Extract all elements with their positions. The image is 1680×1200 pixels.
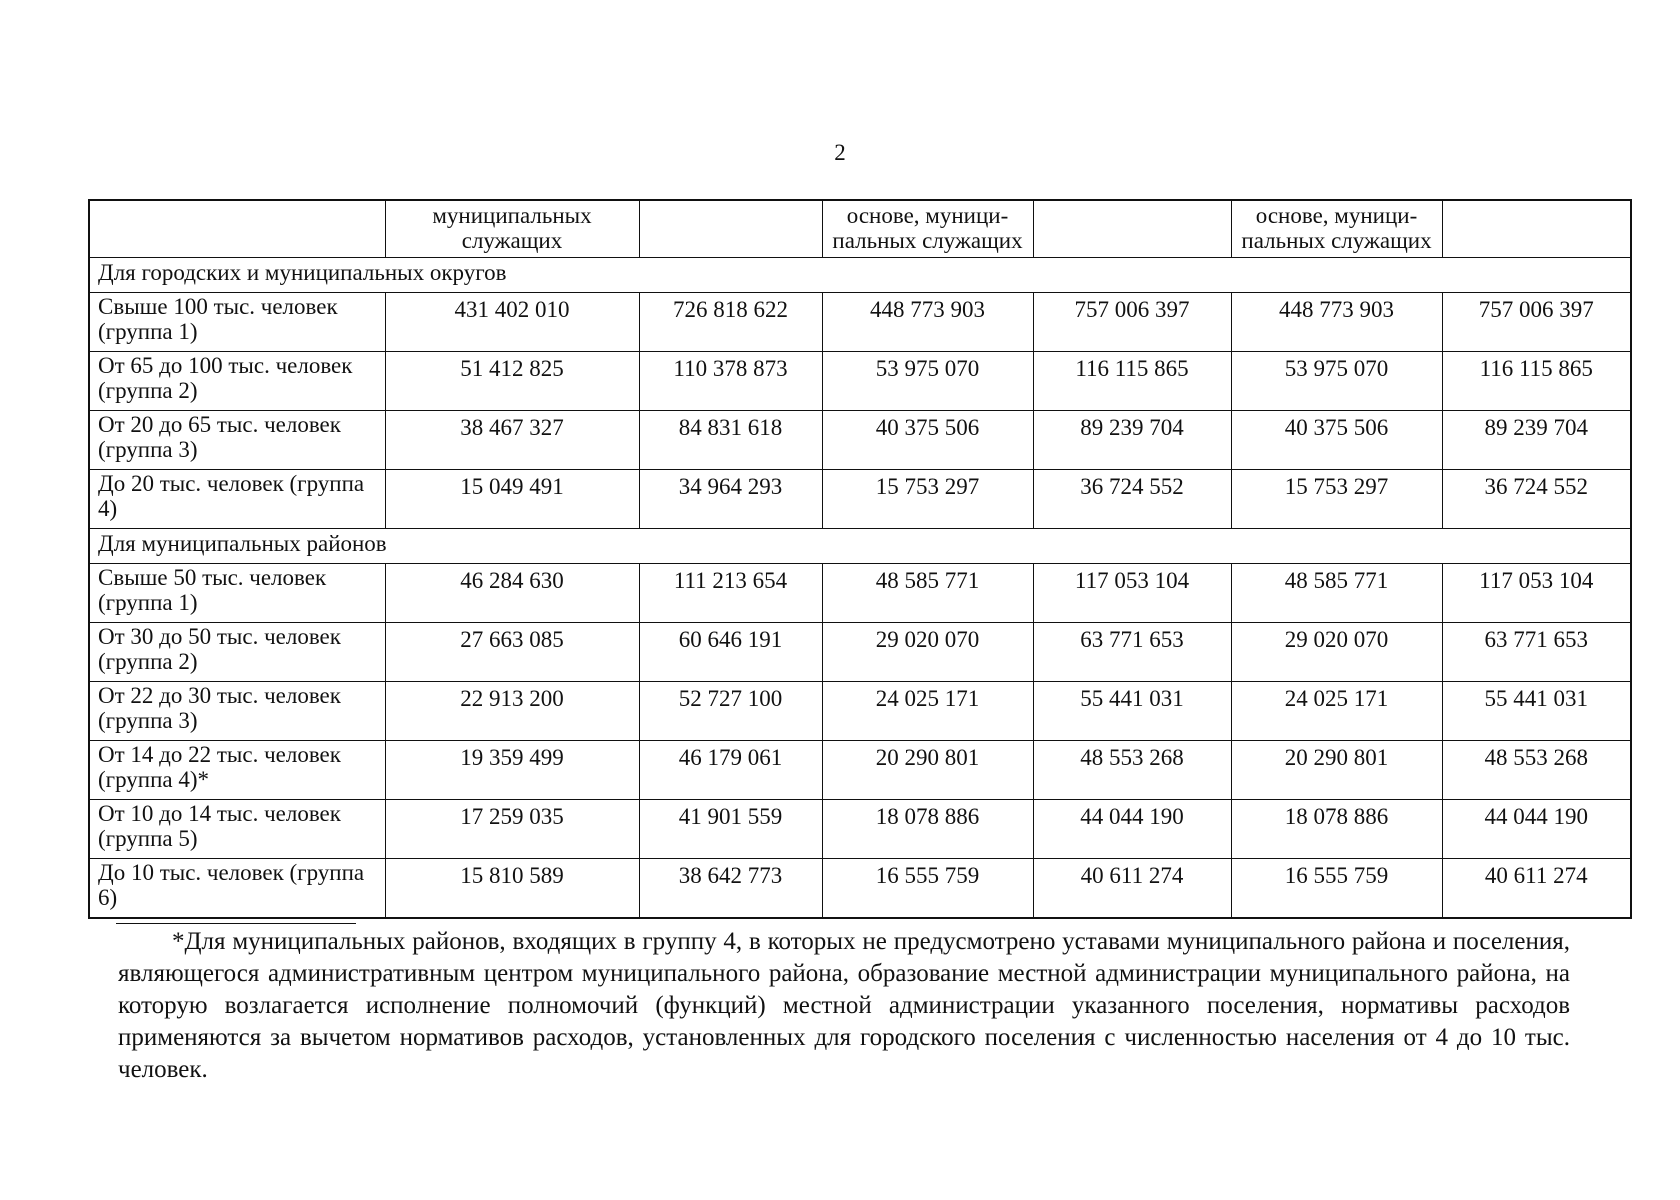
value-cell: 51 412 825 — [385, 352, 639, 411]
value-cell: 110 378 873 — [639, 352, 822, 411]
value-cell: 41 901 559 — [639, 800, 822, 859]
value-cell: 29 020 070 — [1231, 623, 1442, 682]
row-label: От 14 до 22 тыс. человек (группа 4)* — [89, 741, 385, 800]
row-label: От 20 до 65 тыс. человек (группа 3) — [89, 411, 385, 470]
value-cell: 17 259 035 — [385, 800, 639, 859]
value-cell: 726 818 622 — [639, 293, 822, 352]
value-cell: 117 053 104 — [1033, 564, 1231, 623]
header-cell: основе, муници-пальных служащих — [1231, 200, 1442, 258]
footnote-divider — [116, 923, 356, 924]
row-label: От 10 до 14 тыс. человек (группа 5) — [89, 800, 385, 859]
table-row — [89, 800, 1631, 859]
section-title: Для городских и муниципальных округов — [89, 258, 1631, 293]
value-cell: 757 006 397 — [1442, 293, 1631, 352]
table-body — [89, 200, 1631, 918]
value-cell: 48 553 268 — [1442, 741, 1631, 800]
value-cell: 431 402 010 — [385, 293, 639, 352]
value-cell: 60 646 191 — [639, 623, 822, 682]
value-cell: 16 555 759 — [1231, 859, 1442, 919]
value-cell: 22 913 200 — [385, 682, 639, 741]
header-cell — [1442, 200, 1631, 258]
value-cell: 46 179 061 — [639, 741, 822, 800]
value-cell: 29 020 070 — [822, 623, 1033, 682]
header-cell — [639, 200, 822, 258]
value-cell: 448 773 903 — [1231, 293, 1442, 352]
row-label: От 30 до 50 тыс. человек (группа 2) — [89, 623, 385, 682]
value-cell: 48 553 268 — [1033, 741, 1231, 800]
table-row — [89, 411, 1631, 470]
section-row — [89, 258, 1631, 293]
value-cell: 15 753 297 — [1231, 470, 1442, 529]
row-label: До 20 тыс. человек (группа 4) — [89, 470, 385, 529]
value-cell: 36 724 552 — [1033, 470, 1231, 529]
value-cell: 48 585 771 — [1231, 564, 1442, 623]
value-cell: 116 115 865 — [1033, 352, 1231, 411]
value-cell: 18 078 886 — [822, 800, 1033, 859]
value-cell: 116 115 865 — [1442, 352, 1631, 411]
row-label: От 65 до 100 тыс. человек (группа 2) — [89, 352, 385, 411]
value-cell: 38 642 773 — [639, 859, 822, 919]
table-row — [89, 564, 1631, 623]
value-cell: 44 044 190 — [1442, 800, 1631, 859]
value-cell: 16 555 759 — [822, 859, 1033, 919]
header-cell — [1033, 200, 1231, 258]
value-cell: 24 025 171 — [1231, 682, 1442, 741]
value-cell: 55 441 031 — [1033, 682, 1231, 741]
section-title: Для муниципальных районов — [89, 529, 1631, 564]
table-header-row — [89, 200, 1631, 258]
value-cell: 55 441 031 — [1442, 682, 1631, 741]
table-row — [89, 859, 1631, 919]
table-row — [89, 293, 1631, 352]
value-cell: 89 239 704 — [1033, 411, 1231, 470]
page-number: 2 — [834, 140, 846, 165]
value-cell: 20 290 801 — [1231, 741, 1442, 800]
value-cell: 19 359 499 — [385, 741, 639, 800]
value-cell: 117 053 104 — [1442, 564, 1631, 623]
value-cell: 36 724 552 — [1442, 470, 1631, 529]
value-cell: 40 375 506 — [1231, 411, 1442, 470]
value-cell: 15 049 491 — [385, 470, 639, 529]
value-cell: 48 585 771 — [822, 564, 1033, 623]
table-row — [89, 470, 1631, 529]
value-cell: 63 771 653 — [1442, 623, 1631, 682]
value-cell: 52 727 100 — [639, 682, 822, 741]
value-cell: 448 773 903 — [822, 293, 1033, 352]
row-label: Свыше 50 тыс. человек (группа 1) — [89, 564, 385, 623]
value-cell: 38 467 327 — [385, 411, 639, 470]
header-cell — [89, 200, 385, 258]
value-cell: 34 964 293 — [639, 470, 822, 529]
value-cell: 84 831 618 — [639, 411, 822, 470]
value-cell: 18 078 886 — [1231, 800, 1442, 859]
value-cell: 757 006 397 — [1033, 293, 1231, 352]
value-cell: 27 663 085 — [385, 623, 639, 682]
section-row — [89, 529, 1631, 564]
value-cell: 89 239 704 — [1442, 411, 1631, 470]
value-cell: 20 290 801 — [822, 741, 1033, 800]
table-row — [89, 741, 1631, 800]
norms-table — [88, 199, 1632, 919]
footnote-text: *Для муниципальных районов, входящих в группу 4, в которых не предусмотрено уставами муниципального района и поселения, являющегося административным центром муниципального района, образование местной администрации муниципального района, на которую возлагается исполнение полномочий (функций) местной администрации указанного поселения, нормативы расходов применяются за вычетом нормативов расходов, установленных для городского поселения с численностью населения от 4 до 10 тыс. человек. — [118, 928, 1570, 1083]
header-cell: основе, муници-пальных служащих — [822, 200, 1033, 258]
table-row — [89, 623, 1631, 682]
value-cell: 24 025 171 — [822, 682, 1033, 741]
value-cell: 53 975 070 — [822, 352, 1033, 411]
table-row — [89, 682, 1631, 741]
row-label: От 22 до 30 тыс. человек (группа 3) — [89, 682, 385, 741]
value-cell: 46 284 630 — [385, 564, 639, 623]
value-cell: 53 975 070 — [1231, 352, 1442, 411]
row-label: Свыше 100 тыс. человек (группа 1) — [89, 293, 385, 352]
value-cell: 40 611 274 — [1033, 859, 1231, 919]
value-cell: 44 044 190 — [1033, 800, 1231, 859]
table-row — [89, 352, 1631, 411]
header-cell: муниципальных служащих — [385, 200, 639, 258]
value-cell: 15 753 297 — [822, 470, 1033, 529]
value-cell: 63 771 653 — [1033, 623, 1231, 682]
row-label: До 10 тыс. человек (группа 6) — [89, 859, 385, 919]
value-cell: 111 213 654 — [639, 564, 822, 623]
value-cell: 15 810 589 — [385, 859, 639, 919]
value-cell: 40 375 506 — [822, 411, 1033, 470]
value-cell: 40 611 274 — [1442, 859, 1631, 919]
